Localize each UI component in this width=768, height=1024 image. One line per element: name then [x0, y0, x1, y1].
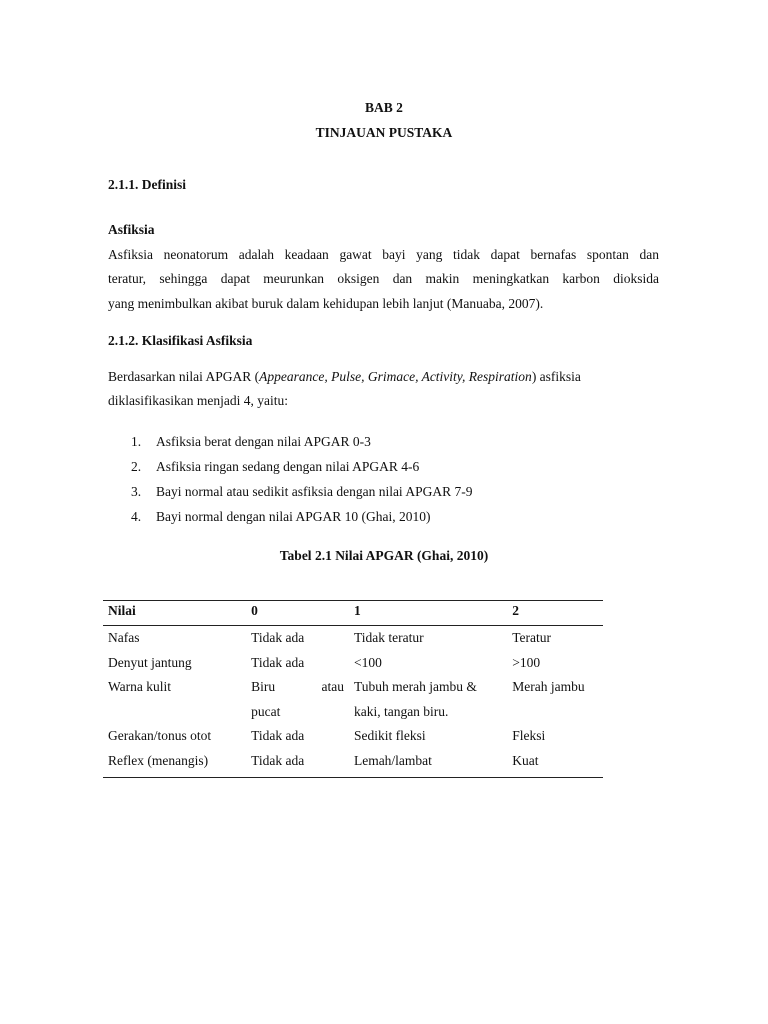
header-cell: Nilai [103, 601, 246, 626]
table-cell [246, 675, 349, 700]
table-cell [507, 700, 603, 725]
list-item [131, 484, 651, 500]
cell-text-suffix: atau [321, 679, 344, 694]
table-row [103, 749, 603, 778]
table-cell [103, 700, 246, 725]
table-header-row [103, 601, 603, 626]
table-cell: pucat [251, 703, 281, 719]
table-cell: Merah jambu [512, 679, 585, 694]
table-cell: Tidak ada [251, 630, 305, 645]
table-cell: Tidak ada [251, 654, 305, 670]
list-item [131, 434, 651, 450]
table-cell: Reflex (menangis) [103, 749, 246, 778]
table-caption: Tabel 2.1 Nilai APGAR (Ghai, 2010) [279, 548, 489, 563]
list-number: 4. [131, 509, 142, 524]
table-cell: Kuat [507, 749, 603, 778]
list-text: Bayi normal atau sedikit asfiksia dengan nilai APGAR 7-9 [156, 484, 473, 499]
intro-pre: Berdasarkan nilai APGAR ( [108, 369, 260, 384]
definition-line-1: Asfiksia neonatorum adalah keadaan gawat bayi yang tidak dapat bernafas spontan dan [108, 247, 659, 262]
definition-line-3: yang menimbulkan akibat buruk dalam kehidupan lebih lanjut (Manuaba, 2007). [108, 296, 544, 311]
intro-text [108, 369, 581, 385]
table-cell: Denyut jantung [108, 654, 192, 670]
list-number: 2. [131, 459, 142, 474]
intro-apgar-terms: Appearance, Pulse, Grimace, Activity, Respiration [259, 369, 532, 384]
table-cell: Gerakan/tonus otot [108, 728, 212, 743]
table-cell: >100 [512, 654, 541, 670]
list-number: 1. [131, 434, 142, 449]
table-cell: <100 [353, 654, 382, 670]
chapter-title: TINJAUAN PUSTAKA [315, 125, 453, 140]
definition-line-2: teratur, sehingga dapat meurunkan oksigen dan makin meningkatkan karbon dioksida [108, 271, 659, 286]
chapter-number: BAB 2 [365, 100, 403, 115]
table-cell: Tidak ada [246, 749, 349, 778]
header-cell: 0 [246, 601, 349, 626]
list-text: Asfiksia ringan sedang dengan nilai APGAR 4-6 [156, 459, 420, 474]
table-cell: Fleksi [512, 728, 546, 743]
table-row [103, 626, 603, 651]
table-cell: Warna kulit [108, 679, 172, 694]
table-cell: Nafas [108, 630, 140, 645]
table-row [103, 675, 603, 700]
table-row [103, 724, 603, 749]
header-cell: 2 [507, 601, 603, 626]
intro-line-1 [108, 369, 659, 385]
table-cell: Teratur [512, 630, 551, 645]
intro-post: ) asfiksia [531, 369, 581, 384]
table-cell: Lemah/lambat [349, 749, 507, 778]
list-text: Bayi normal dengan nilai APGAR 10 (Ghai, 2010) [156, 509, 431, 524]
table-cell: Sedikit fleksi [353, 728, 426, 743]
section-heading-klasifikasi: 2.1.2. Klasifikasi Asfiksia [108, 333, 253, 348]
list-item [131, 509, 651, 525]
table-row [103, 700, 603, 725]
table-cell: Tubuh merah jambu & [353, 679, 477, 694]
table-cell: kaki, tangan biru. [353, 703, 449, 719]
list-item [131, 459, 651, 475]
list-number: 3. [131, 484, 142, 499]
table-cell: Tidak ada [251, 728, 305, 743]
apgar-table [103, 600, 603, 778]
cell-text: Biru [251, 679, 276, 694]
list-text: Asfiksia berat dengan nilai APGAR 0-3 [156, 434, 371, 449]
section-heading-definisi: 2.1.1. Definisi [108, 177, 187, 192]
table-row [103, 651, 603, 676]
table-cell: Tidak teratur [353, 630, 424, 645]
header-cell: 1 [349, 601, 507, 626]
intro-line-2: diklasifikasikan menjadi 4, yaitu: [108, 393, 288, 408]
subheading-asfiksia: Asfiksia [108, 222, 155, 237]
split-cell [251, 675, 344, 700]
